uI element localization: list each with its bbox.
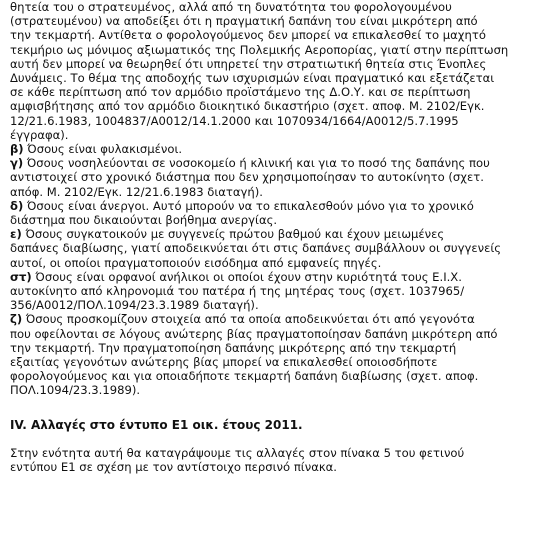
item-label: ε)	[10, 227, 22, 242]
text-line: αυτή δεν μπορεί να θεωρηθεί ότι υπηρετεί την στρατιωτική θητεία στις Ένοπλες	[10, 56, 487, 71]
list-item-d	[10, 199, 550, 227]
text-line	[10, 142, 550, 156]
list-item-st	[10, 270, 550, 313]
document-page	[10, 0, 550, 474]
text-line: αυτοκίνητο από κληρονομιά του πατέρα ή της μητέρας τους (σχετ. 1037965/	[10, 284, 465, 299]
text-line: σε κάθε περίπτωση από τον αρμόδιο προϊστάμενο της Δ.Ο.Υ. και σε περίπτωση	[10, 85, 471, 100]
text-line: διάστημα που δικαιούνται βοήθημα ανεργίας.	[10, 213, 278, 228]
paragraph-military-service	[10, 0, 550, 142]
text-line	[10, 312, 550, 326]
text-line: αυτοί, οι οποίοι πραγματοποιούν εισόδημα από εμφανείς πηγές.	[10, 255, 382, 270]
text-line: την τεκμαρτή. Την πραγματοποίηση δαπάνης μικρότερης από την τεκμαρτή	[10, 340, 457, 355]
item-label: στ)	[10, 269, 32, 284]
item-text: Όσους προσκομίζουν στοιχεία από τα οποία αποδεικνύεται ότι από γεγονότα	[25, 312, 475, 327]
item-label: γ)	[10, 156, 24, 171]
list-item-z	[10, 312, 550, 397]
text-line: Στην ενότητα αυτή θα καταγράψουμε τις αλλαγές στον πίνακα 5 του φετινού	[10, 446, 465, 461]
text-line: Δυνάμεις. Το θέμα της αποδοχής των ισχυρισμών είναι πραγματικό και εξετάζεται	[10, 71, 495, 86]
text-line: ΠΟΛ.1094/23.3.1989).	[10, 383, 141, 398]
text-line: απόφ. Μ. 2102/Εγκ. 12/21.6.1983 διαταγή).	[10, 184, 263, 199]
text-line: 356/Α0012/ΠΟΛ.1094/23.3.1989 διαταγή).	[10, 298, 259, 313]
item-label: ζ)	[10, 312, 23, 327]
text-line: την τεκμαρτή. Αντίθετα ο φορολογούμενος δεν μπορεί να επικαλεσθεί το μαχητό	[10, 28, 486, 43]
item-text: Όσους είναι άνεργοι. Αυτό μπορούν να το επικαλεσθούν μόνο για το χρονικό	[26, 198, 474, 213]
text-line	[10, 156, 550, 170]
text-line: αμφισβήτησης από τον αρμόδιο διοικητικό δικαστήριο (σχετ. αποφ. Μ. 2102/Εγκ.	[10, 99, 485, 114]
text-line	[10, 199, 550, 213]
item-label: δ)	[10, 198, 24, 213]
text-line	[10, 227, 550, 241]
paragraph-closing	[10, 446, 550, 474]
item-text: Όσους είναι φυλακισμένοι.	[27, 142, 183, 157]
list-item-b	[10, 142, 550, 156]
text-line: φορολογούμενος και για οποιαδήποτε τεκμαρτή δαπάνη διαβίωσης (σχετ. αποφ.	[10, 369, 479, 384]
text-line: (στρατευμένου) να αποδείξει ότι η πραγματική δαπάνη του είναι μικρότερη από	[10, 14, 478, 29]
section-heading: IV. Αλλαγές στο έντυπο Ε1 οικ. έτους 2011.	[10, 417, 303, 432]
text-line: θητεία του ο στρατευμένος, αλλά από τη δυνατότητα του φορολογουμένου	[10, 0, 452, 14]
text-line: που οφείλονται σε λόγους ανώτερης βίας πραγματοποίησαν δαπάνη μικρότερη από	[10, 326, 498, 341]
text-line: αντιστοιχεί στο χρονικό διάστημα που δεν χρησιμοποίησαν το αυτοκίνητο (σχετ.	[10, 170, 484, 185]
list-item-g	[10, 156, 550, 199]
spacer	[10, 398, 550, 418]
text-line: δαπάνες διαβίωσης, γιατί αποδεικνύεται ότι στις δαπάνες συμβάλλουν οι συγγενείς	[10, 241, 502, 256]
spacer	[10, 432, 550, 446]
list-item-e	[10, 227, 550, 270]
item-label: β)	[10, 142, 24, 157]
text-line: 12/21.6.1983, 1004837/Α0012/14.1.2000 και 1070934/1664/Α0012/5.7.1995	[10, 113, 459, 128]
item-text: Όσους είναι ορφανοί ανήλικοι οι οποίοι έχουν στην κυριότητά τους Ε.Ι.Χ.	[35, 269, 462, 284]
text-line	[10, 270, 550, 284]
item-text: Όσους νοσηλεύονται σε νοσοκομείο ή κλινική και για το ποσό της δαπάνης που	[26, 156, 490, 171]
text-line: εξαιτίας γεγονότων ανώτερης βίας μπορεί να επικαλεσθεί οποιοσδήποτε	[10, 355, 438, 370]
text-line: εντύπου Ε1 σε σχέση με τον αντίστοιχο περσινό πίνακα.	[10, 460, 337, 475]
item-text: Όσους συγκατοικούν με συγγενείς πρώτου βαθμού και έχουν μειωμένες	[25, 227, 445, 242]
text-line: τεκμήριο ως μόνιμος αξιωματικός της Πολεμικής Αεροπορίας, γιατί στην περίπτωση	[10, 42, 509, 57]
text-line: έγγραφα).	[10, 127, 69, 142]
